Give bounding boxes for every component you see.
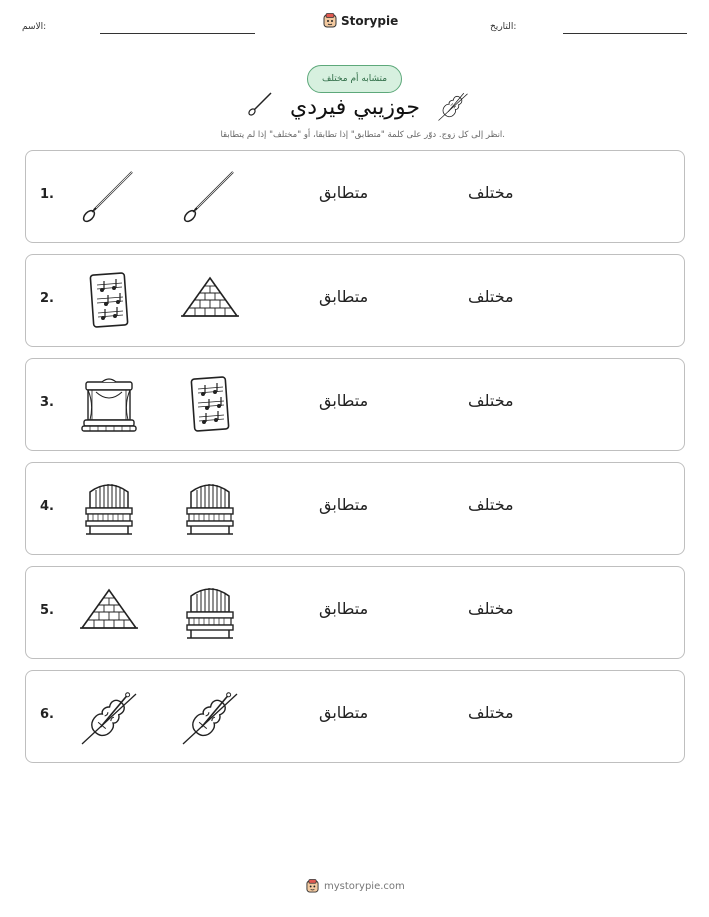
instructions: انظر إلى كل زوج. دوّر على كلمة "متطابق" إذا تطابقا، أو "مختلف" إذا لم يتطابقا. (220, 130, 505, 140)
same-option[interactable]: متطابق (319, 287, 369, 306)
page-title: جوزيبي فيردي (290, 95, 420, 120)
baton-icon (179, 166, 241, 228)
same-option[interactable]: متطابق (319, 183, 369, 202)
footer-website[interactable]: mystorypie.com (324, 880, 405, 892)
question-row-4 (25, 462, 685, 555)
question-row-6 (25, 670, 685, 763)
baton-icon (78, 166, 140, 228)
same-option[interactable]: متطابق (319, 391, 369, 410)
opera-stage-icon (78, 374, 140, 436)
question-number: 3. (40, 395, 54, 410)
violin-icon (179, 686, 241, 748)
organ-icon (179, 478, 241, 540)
different-option[interactable]: مختلف (468, 599, 514, 618)
page-footer (306, 879, 405, 893)
date-field[interactable] (563, 33, 687, 34)
question-number: 4. (40, 499, 54, 514)
same-option[interactable]: متطابق (319, 495, 369, 514)
different-option[interactable]: مختلف (468, 703, 514, 722)
same-option[interactable]: متطابق (319, 703, 369, 722)
sheet-music-icon (78, 270, 140, 332)
question-row-1 (25, 150, 685, 243)
question-number: 5. (40, 603, 54, 618)
worksheet-type-badge: متشابه أم مختلف (307, 65, 402, 93)
date-label: التاريخ: (490, 22, 517, 32)
different-option[interactable]: مختلف (468, 287, 514, 306)
question-row-2 (25, 254, 685, 347)
question-row-5 (25, 566, 685, 659)
sheet-music-icon (179, 374, 241, 436)
pyramid-icon (78, 582, 140, 644)
storypie-mascot-icon (323, 13, 337, 28)
question-number: 2. (40, 291, 54, 306)
name-field[interactable] (100, 33, 255, 34)
page-header (0, 0, 709, 50)
violin-icon (78, 686, 140, 748)
different-option[interactable]: مختلف (468, 495, 514, 514)
question-number: 1. (40, 187, 54, 202)
brand-logo (323, 13, 398, 28)
different-option[interactable]: مختلف (468, 183, 514, 202)
pyramid-icon (179, 270, 241, 332)
organ-icon (179, 582, 241, 644)
different-option[interactable]: مختلف (468, 391, 514, 410)
storypie-mascot-icon (306, 879, 319, 893)
organ-icon (78, 478, 140, 540)
same-option[interactable]: متطابق (319, 599, 369, 618)
question-row-3 (25, 358, 685, 451)
question-number: 6. (40, 707, 54, 722)
brand-name: Storypie (341, 13, 399, 28)
violin-icon (434, 88, 472, 124)
name-label: الاسم: (22, 22, 47, 32)
